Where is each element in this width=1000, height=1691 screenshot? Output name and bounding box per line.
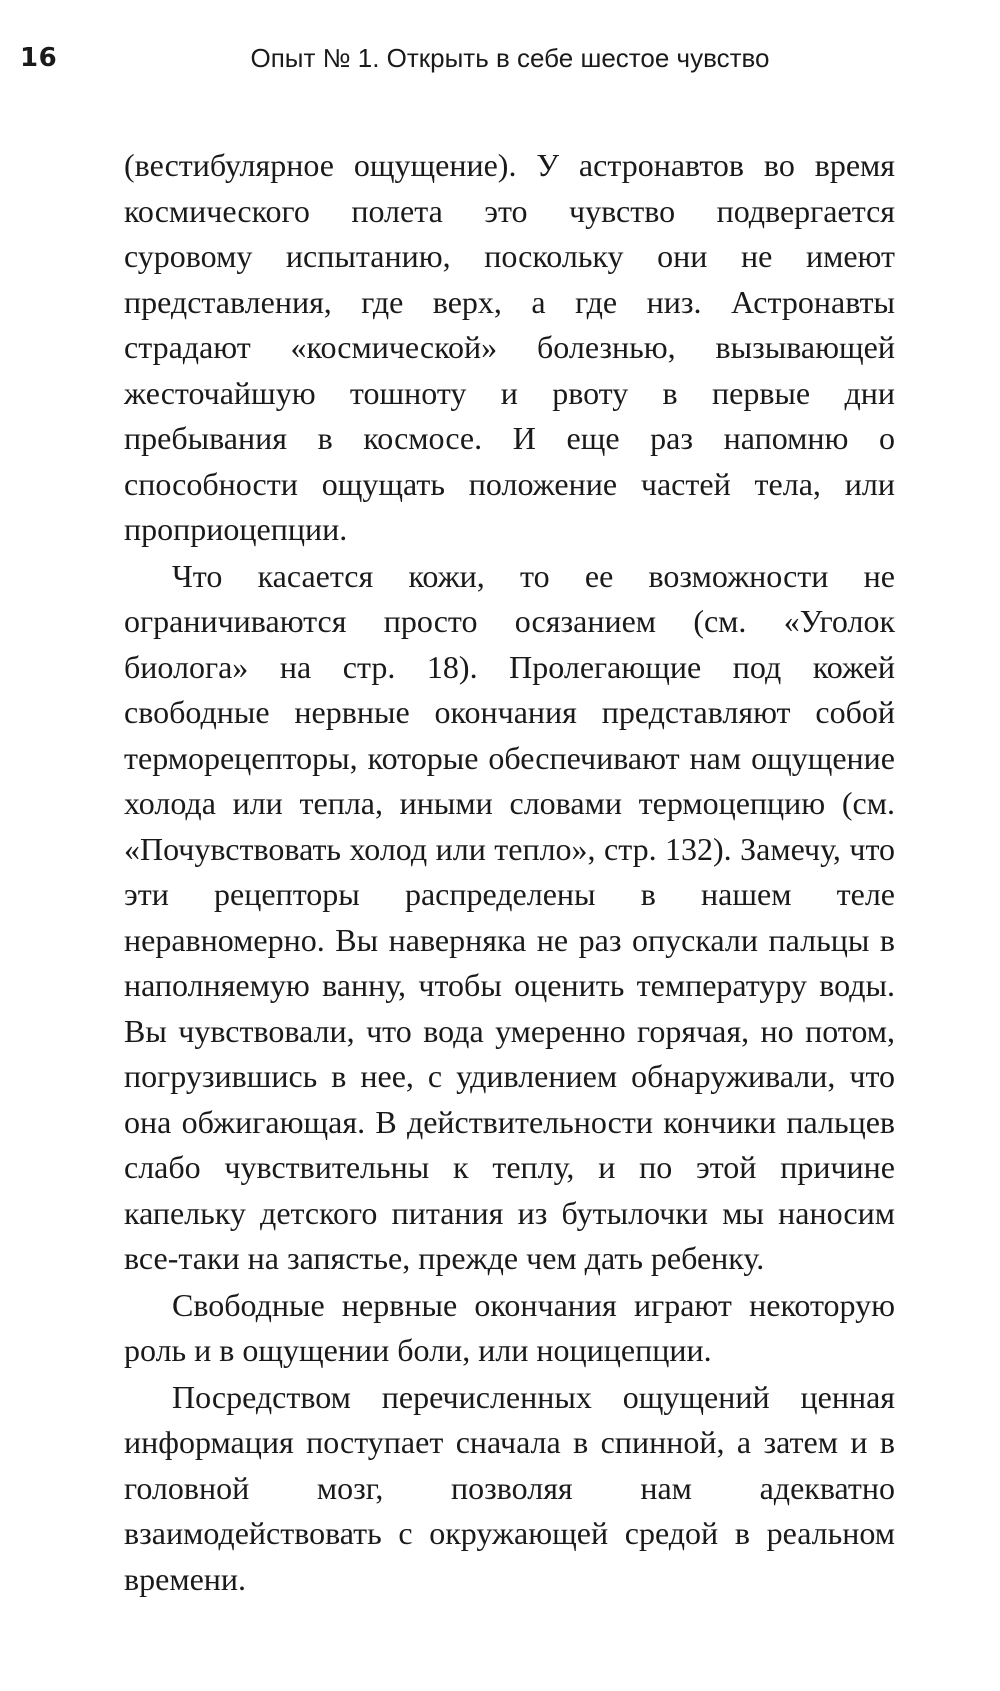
page-body xyxy=(124,143,895,1602)
page-number: 16 xyxy=(20,43,58,73)
paragraph-brain: Посредством перечисленных ощущений ценная информация поступает сначала в спинной, а затем и в головной мозг, позволяя нам адекватно взаимодействовать с окружающей средой в реальном времени. xyxy=(124,1378,895,1597)
paragraph-nociception: Свободные нервные окончания играют некоторую роль и в ощущении боли, или ноцицепции. xyxy=(124,1286,895,1368)
paragraph-skin: Что касается кожи, то ее возможности не ограничиваются просто осязанием (см. «Уголок биолога» на стр. 18). Пролегающие под кожей свободные нервные окончания представляют собой терморецепторы, которые обеспечивают нам ощущение холода или тепла, иными словами термоцепцию (см. «Почувствовать холод или тепло», стр. 132). Замечу, что эти рецепторы распределены в нашем теле неравномерно. Вы наверняка не раз опускали пальцы в наполняемую ванну, чтобы оценить температуру воды. Вы чувствовали, что вода умеренно горячая, но потом, погрузившись в нее, с удивлением обнаруживали, что она обжигающая. В действительности кончики пальцев слабо чувствительны к теплу, и по этой причине капельку детского питания из бутылочки мы наносим все-таки на запястье, прежде чем дать ребенку. xyxy=(124,557,895,1276)
paragraph-continuation: (вестибулярное ощущение). У астронавтов во время космического полета это чувство подвергается суровому испытанию, поскольку они не имеют представления, где верх, а где низ. Астронавты страдают «космической» болезнью, вызывающей жесточайшую тошноту и рвоту в первые дни пребывания в космосе. И еще раз напомню о способности ощущать положение частей тела, или проприоцепции. xyxy=(124,147,895,547)
running-title: Опыт № 1. Открыть в себе шестое чувство xyxy=(250,43,770,73)
